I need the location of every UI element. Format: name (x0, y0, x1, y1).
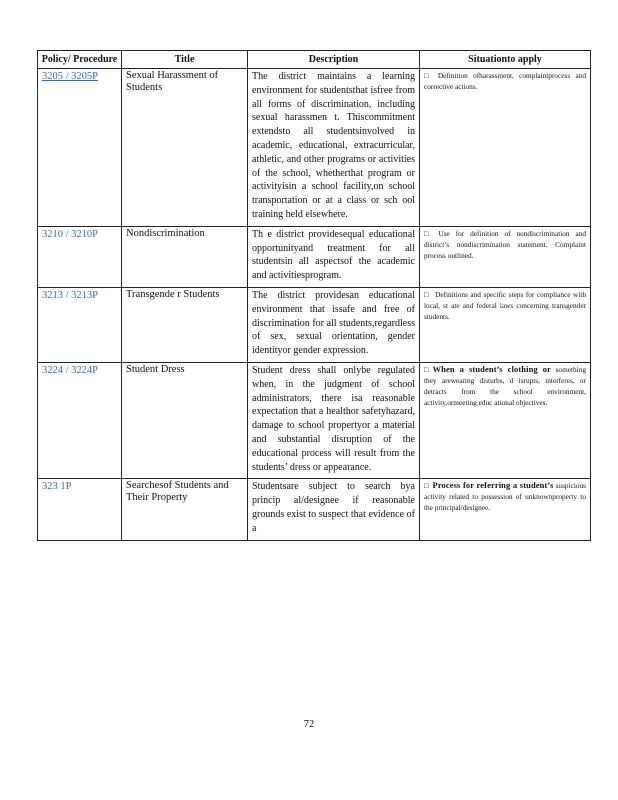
table-row (38, 287, 591, 362)
situation-cell (420, 287, 591, 362)
policy-table (37, 50, 591, 541)
header-description: Description (248, 51, 420, 69)
table-row (38, 226, 591, 287)
situation-text: suspicious activity related to possession of unknownproperty to the principal/designee. (424, 481, 586, 513)
policy-cell (38, 479, 122, 540)
policy-cell (38, 362, 122, 478)
page-number: 72 (303, 719, 315, 730)
table-row (38, 479, 591, 540)
policy-link[interactable]: 323 1P (42, 481, 72, 493)
description-cell: The district maintains a learning environment for studentsthat isfree from all forms of discrimination, including sexual harassmen t. Thiscommitment extendsto all studentsinvolved in academic, educational, extracurricular, athletic, and other programs or activities of the school, whetherthat program or activityisin a school facility,on school transportation or at a class or sch ool training held elsewhere. (248, 69, 420, 227)
table-row (38, 69, 591, 227)
checkbox-glyph-icon: □ (424, 289, 429, 299)
situation-lead: Process for referring a student’s (432, 480, 554, 491)
checkbox-glyph-icon: □ (424, 228, 429, 238)
table-body (38, 69, 591, 541)
table-header-row (38, 51, 591, 69)
situation-lead: When a student’s clothing or (432, 363, 551, 374)
policy-link[interactable]: 3224 / 3224P (42, 364, 99, 376)
title-cell: Nondiscrimination (122, 226, 248, 287)
situation-cell (420, 362, 591, 478)
checkbox-glyph-icon: □ (424, 481, 429, 491)
description-cell: Student dress shall onlybe regulated when, in the judgment of school administrators, there isa reasonable expectation that a healthor safetyhazard, damage to school propertyor a material and substantial disruption of the educational process will result from the students’ dress or appearance. (248, 362, 420, 478)
description-cell: The district providesan educational environment that issafe and free of discrimination for all students,regardless of sex, sexual orientation, gender identityor gender expression. (248, 287, 420, 362)
title-cell: Searchesof Students and Their Property (122, 479, 248, 540)
title-cell: Student Dress (122, 362, 248, 478)
policy-link[interactable]: 3210 / 3210P (42, 228, 99, 240)
situation-cell (420, 226, 591, 287)
description-cell: Studentsare subject to search bya princip al/designee if reasonable grounds exist to suspect that evidence of a (248, 479, 420, 540)
title-cell: Transgende r Students (122, 287, 248, 362)
table-row (38, 362, 591, 478)
header-situation: Situationto apply (420, 51, 591, 69)
checkbox-glyph-icon: □ (424, 364, 429, 374)
situation-cell (420, 479, 591, 540)
policy-cell (38, 69, 122, 227)
policy-link[interactable]: 3213 / 3213P (42, 289, 99, 301)
checkbox-glyph-icon: □ (424, 71, 429, 80)
policy-cell (38, 287, 122, 362)
situation-text: Definitions and specific steps for compliance with local, st ate and federal laws concerning transgender students. (424, 289, 586, 321)
situation-text: Use for definition of nondiscrimination and district’s nondiscrimination statement. Complaint process outlined. (424, 228, 586, 260)
header-policy: Policy/ Procedure (38, 51, 122, 69)
situation-cell (420, 69, 591, 227)
title-cell: Sexual Harassment of Students (122, 69, 248, 227)
policy-cell (38, 226, 122, 287)
policy-link[interactable]: 3205 / 3205P (42, 71, 99, 82)
situation-text: something they arewearing disturbs, d isrupts, interferes, or detracts from the school environment, activity,ormeeting educ ational objectives. (424, 364, 586, 407)
header-title: Title (122, 51, 248, 69)
situation-text: Definition ofharassment, complaintprocess and corrective actions. (424, 71, 587, 91)
description-cell: Th e district providesequal educational opportunityand treatment for all studentsin all aspectsof the academic and activitiesprogram. (248, 226, 420, 287)
